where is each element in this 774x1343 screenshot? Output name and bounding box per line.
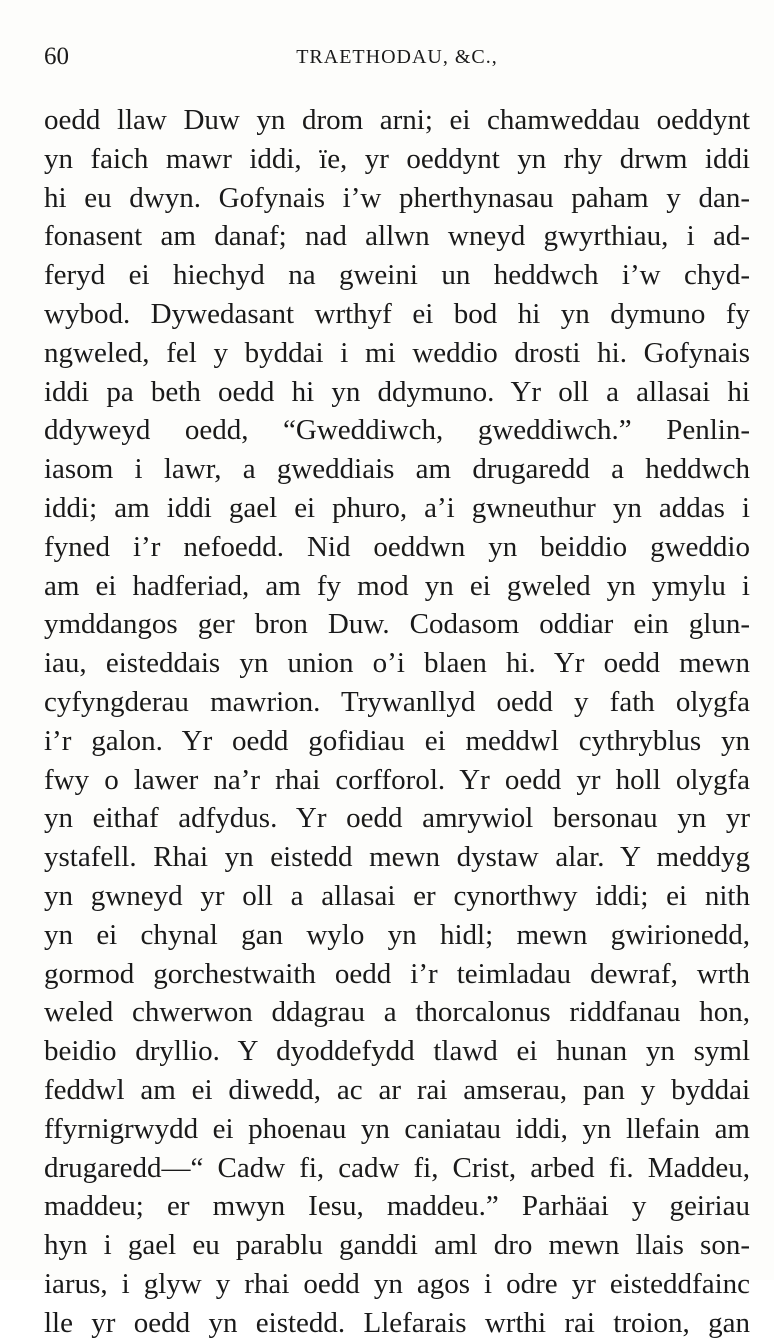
text-line: cyfyngderau mawrion. Trywanllyd oedd y fath olygfa (44, 685, 750, 718)
text-line: wybod. Dywedasant wrthyf ei bod hi yn dymuno fy (44, 297, 750, 330)
text-line: iddi pa beth oedd hi yn ddymuno. Yr oll a allasai hi (44, 375, 750, 408)
text-line: fwy o lawer na’r rhai corfforol. Yr oedd yr holl olygfa (44, 763, 750, 796)
text-line: iddi; am iddi gael ei phuro, a’i gwneuthur yn addas i (44, 491, 750, 524)
text-line: feddwl am ei diwedd, ac ar rai amserau, pan y byddai (44, 1073, 750, 1106)
text-line: iasom i lawr, a gweddiais am drugaredd a heddwch (44, 453, 750, 486)
text-line: drugaredd—“ Cadw fi, cadw fi, Crist, arbed fi. Maddeu, (44, 1151, 750, 1184)
text-line: weled chwerwon ddagrau a thorcalonus riddfanau hon, (44, 996, 750, 1029)
text-line: ystafell. Rhai yn eistedd mewn dystaw alar. Y meddyg (44, 841, 750, 874)
text-line: feryd ei hiechyd na gweini un heddwch i’w chyd- (44, 259, 750, 292)
text-line: lle yr oedd yn eistedd. Llefarais wrthi rai troion, gan (44, 1306, 750, 1339)
body-text (44, 101, 750, 1343)
text-line: yn eithaf adfydus. Yr oedd amrywiol bersonau yn yr (44, 802, 750, 835)
text-line: ffyrnigrwydd ei phoenau yn caniatau iddi, yn llefain am (44, 1112, 750, 1145)
text-line: yn gwneyd yr oll a allasai er cynorthwy iddi; ei nith (44, 879, 750, 912)
text-line: iau, eisteddais yn union o’i blaen hi. Yr oedd mewn (44, 647, 750, 680)
running-title: TRAETHODAU, &C., (296, 46, 498, 68)
text-line: iarus, i glyw y rhai oedd yn agos i odre yr eisteddfainc (44, 1267, 750, 1300)
text-line: hi eu dwyn. Gofynais i’w pherthynasau paham y dan- (44, 181, 750, 214)
text-line: ngweled, fel y byddai i mi weddio drosti hi. Gofynais (44, 336, 750, 369)
text-line: hyn i gael eu parablu ganddi aml dro mewn llais son- (44, 1229, 750, 1262)
text-line: fonasent am danaf; nad allwn wneyd gwyrthiau, i ad- (44, 220, 750, 253)
running-head (44, 40, 750, 74)
text-line: i’r galon. Yr oedd gofidiau ei meddwl cythryblus yn (44, 724, 750, 757)
text-line: gormod gorchestwaith oedd i’r teimladau dewraf, wrth (44, 957, 750, 990)
text-line: ymddangos ger bron Duw. Codasom oddiar ein glun- (44, 608, 750, 641)
text-line: yn ei chynal gan wylo yn hidl; mewn gwirionedd, (44, 918, 750, 951)
text-line: fyned i’r nefoedd. Nid oeddwn yn beiddio gweddio (44, 530, 750, 563)
text-line: am ei hadferiad, am fy mod yn ei gweled yn ymylu i (44, 569, 750, 602)
page-number: 60 (44, 43, 69, 70)
text-line: yn faich mawr iddi, ïe, yr oeddynt yn rhy drwm iddi (44, 142, 750, 175)
text-line: oedd llaw Duw yn drom arni; ei chamweddau oeddynt (44, 104, 750, 136)
text-line: beidio dryllio. Y dyoddefydd tlawd ei hunan yn syml (44, 1035, 750, 1068)
text-line: ddyweyd oedd, “Gweddiwch, gweddiwch.” Penlin- (44, 414, 750, 447)
text-line: maddeu; er mwyn Iesu, maddeu.” Parhäai y geiriau (44, 1190, 750, 1223)
